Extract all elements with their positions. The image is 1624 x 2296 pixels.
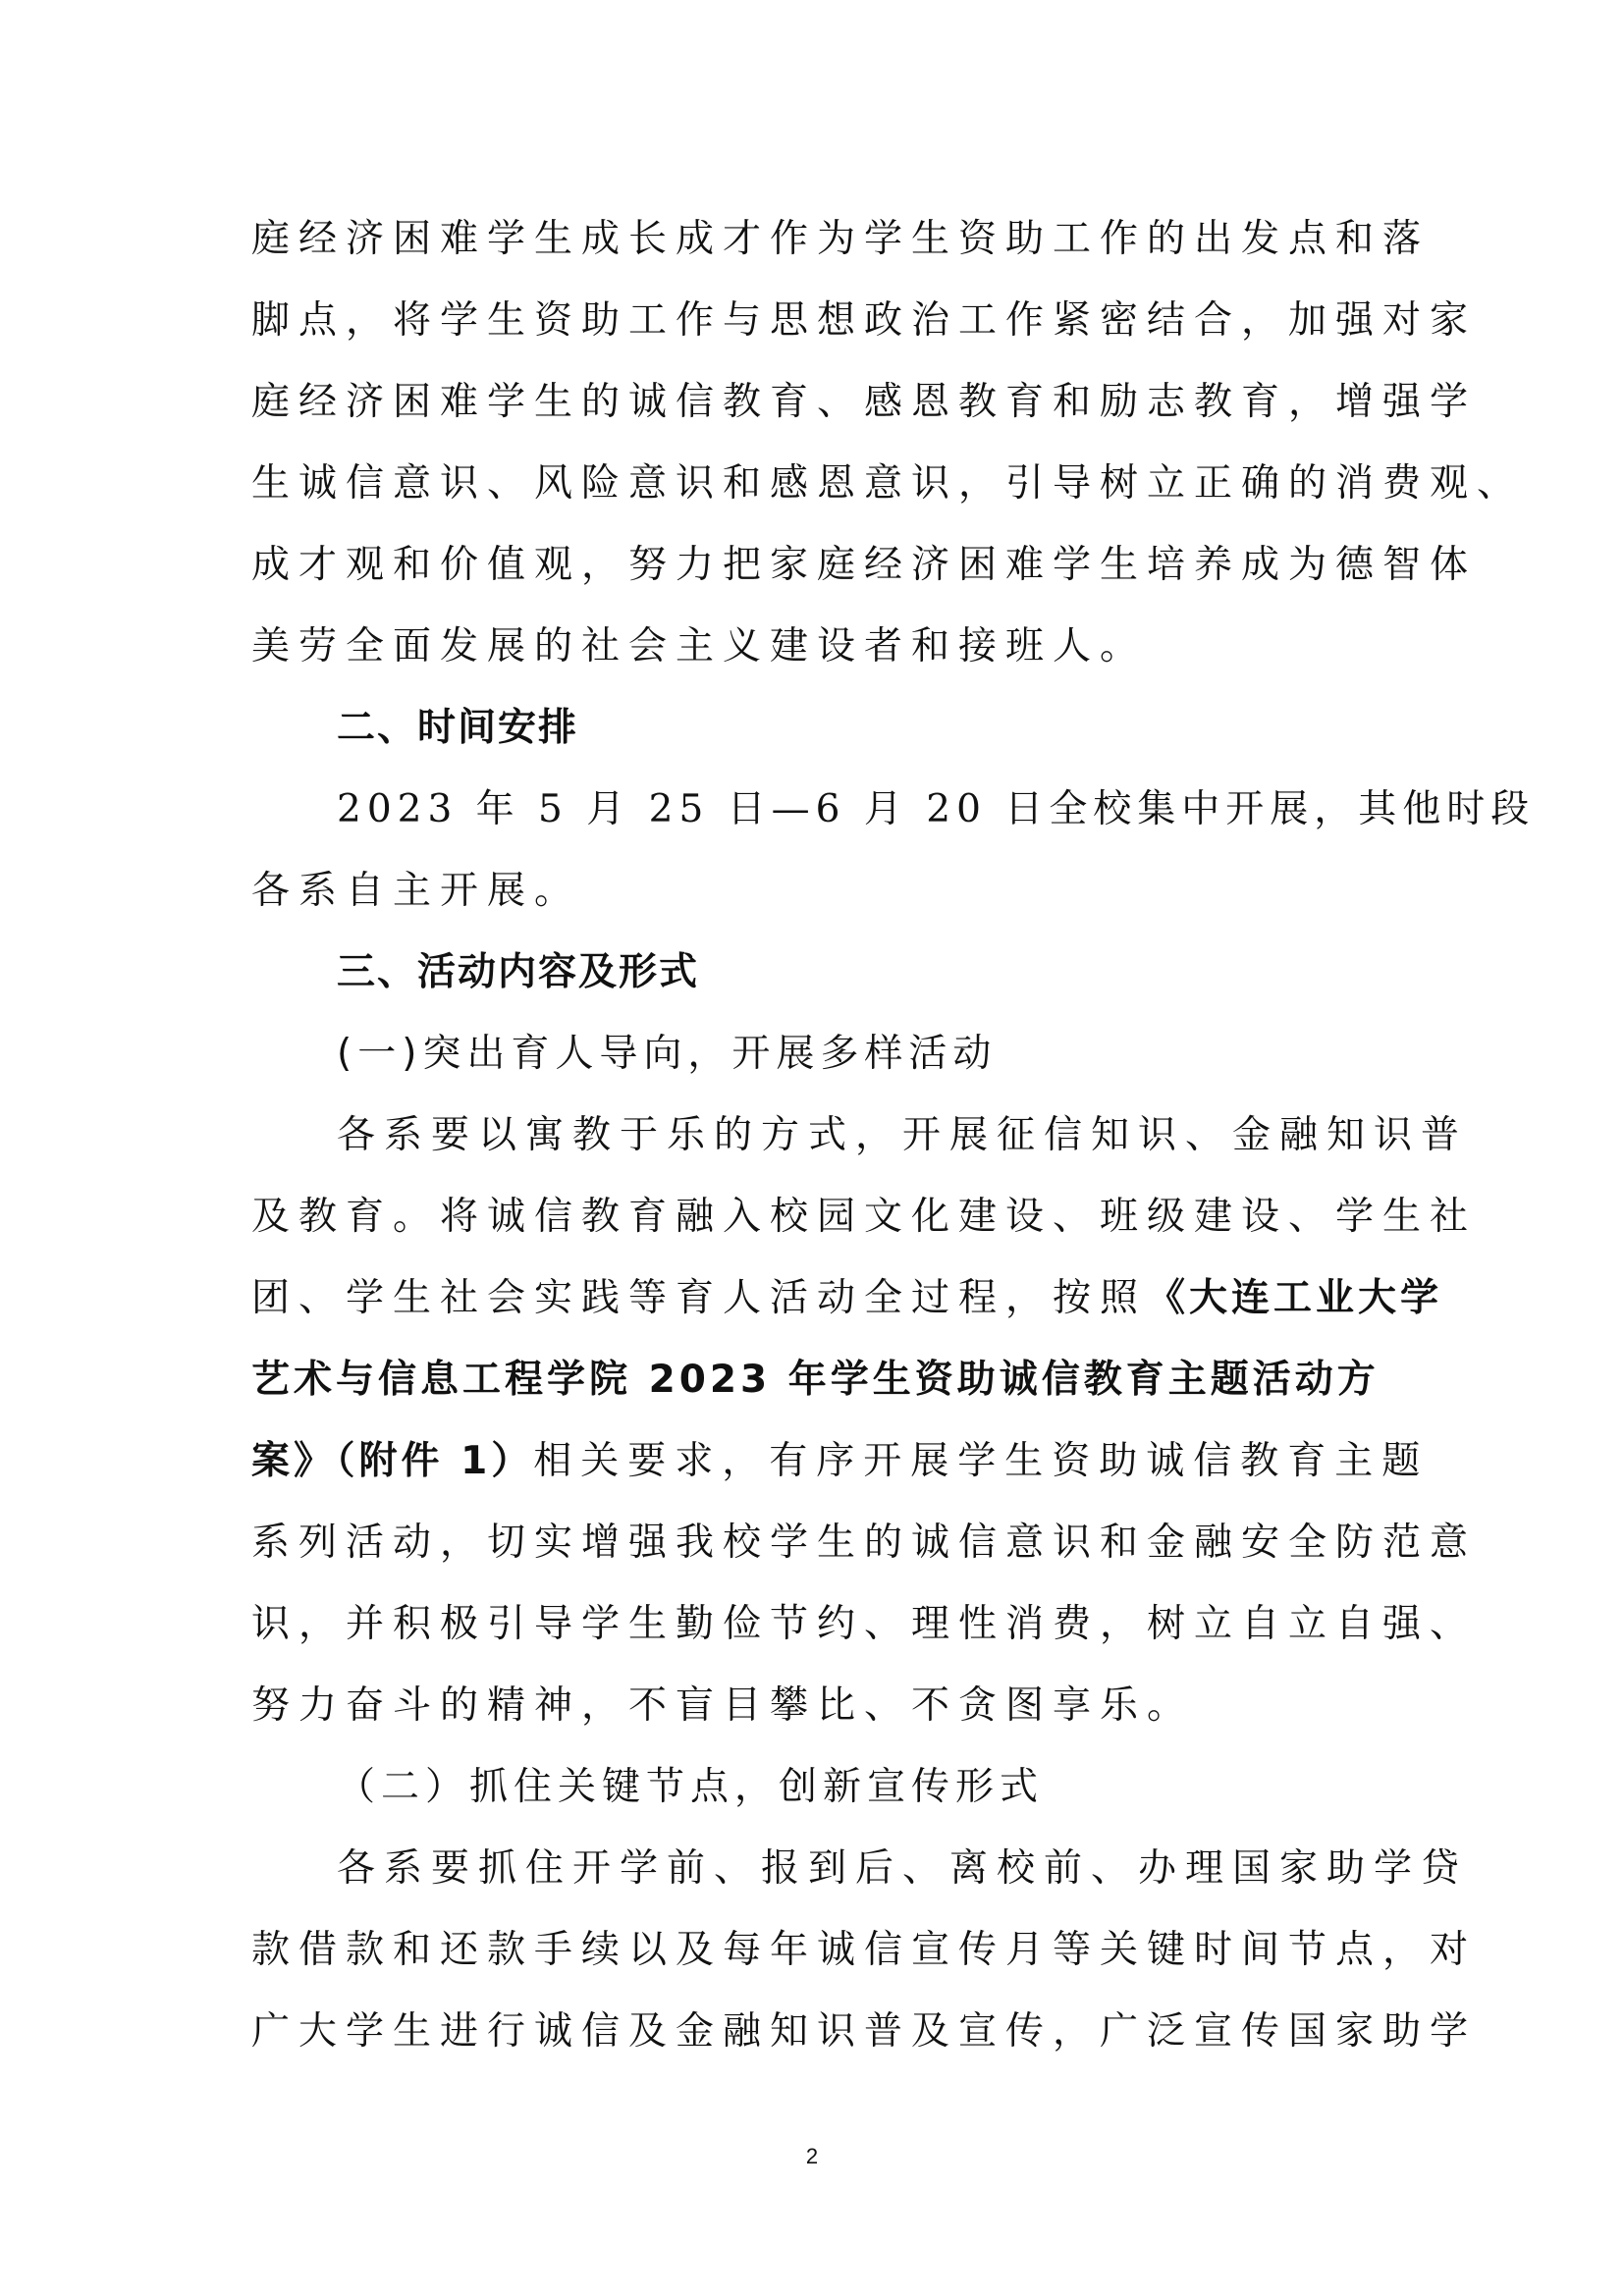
page-number: 2 <box>805 2144 819 2168</box>
document-title-reference: 案》（附件 1） <box>251 1439 534 1483</box>
paragraph-line: 系列活动，切实增强我校学生的诚信意识和金融安全防范意 <box>251 1521 1478 1565</box>
paragraph-line: 2023 年 5 月 25 日—6 月 20 日全校集中开展，其他时段 <box>337 787 1536 831</box>
paragraph-line: 及教育。将诚信教育融入校园文化建设、班级建设、学生社 <box>251 1195 1478 1239</box>
subsection-heading-2: （二）抓住关键节点，创新宣传形式 <box>337 1765 1045 1809</box>
paragraph-line: 庭经济困难学生成长成才作为学生资助工作的出发点和落 <box>251 217 1431 261</box>
paragraph-line: 努力奋斗的精神，不盲目攀比、不贪图享乐。 <box>251 1683 1195 1728</box>
paragraph-line: 款借款和还款手续以及每年诚信宣传月等关键时间节点，对 <box>251 1928 1478 1972</box>
paragraph-line: 成才观和价值观，努力把家庭经济困难学生培养成为德智体 <box>251 543 1478 587</box>
paragraph-line: 识，并积极引导学生勤俭节约、理性消费，树立自立自强、 <box>251 1602 1478 1646</box>
section-heading-activities: 三、活动内容及形式 <box>337 950 700 994</box>
document-title-reference: 艺术与信息工程学院 2023 年学生资助诚信教育主题活动方 <box>251 1358 1380 1402</box>
paragraph-line: 各系要抓住开学前、报到后、离校前、办理国家助学贷 <box>337 1846 1469 1891</box>
paragraph-line <box>251 1269 1443 1328</box>
paragraph-line: 广大学生进行诚信及金融知识普及宣传，广泛宣传国家助学 <box>251 2009 1478 2054</box>
paragraph-line: 生诚信意识、风险意识和感恩意识，引导树立正确的消费观、 <box>251 461 1525 506</box>
paragraph-line <box>251 1432 1430 1491</box>
paragraph-line: 美劳全面发展的社会主义建设者和接班人。 <box>251 624 1148 668</box>
document-title-reference: 《大连工业大学 <box>1147 1276 1443 1320</box>
paragraph-line: 各系要以寓教于乐的方式，开展征信知识、金融知识普 <box>337 1113 1469 1157</box>
paragraph-text: 团、学生社会实践等育人活动全过程，按照 <box>251 1276 1148 1320</box>
paragraph-line: 庭经济困难学生的诚信教育、感恩教育和励志教育，增强学 <box>251 380 1478 424</box>
subsection-heading-1: (一)突出育人导向，开展多样活动 <box>337 1032 998 1076</box>
section-heading-schedule: 二、时间安排 <box>337 706 579 750</box>
paragraph-line: 脚点，将学生资助工作与思想政治工作紧密结合，加强对家 <box>251 298 1478 343</box>
paragraph-line: 各系自主开展。 <box>251 869 582 913</box>
paragraph-text: 相关要求，有序开展学生资助诚信教育主题 <box>533 1439 1430 1483</box>
